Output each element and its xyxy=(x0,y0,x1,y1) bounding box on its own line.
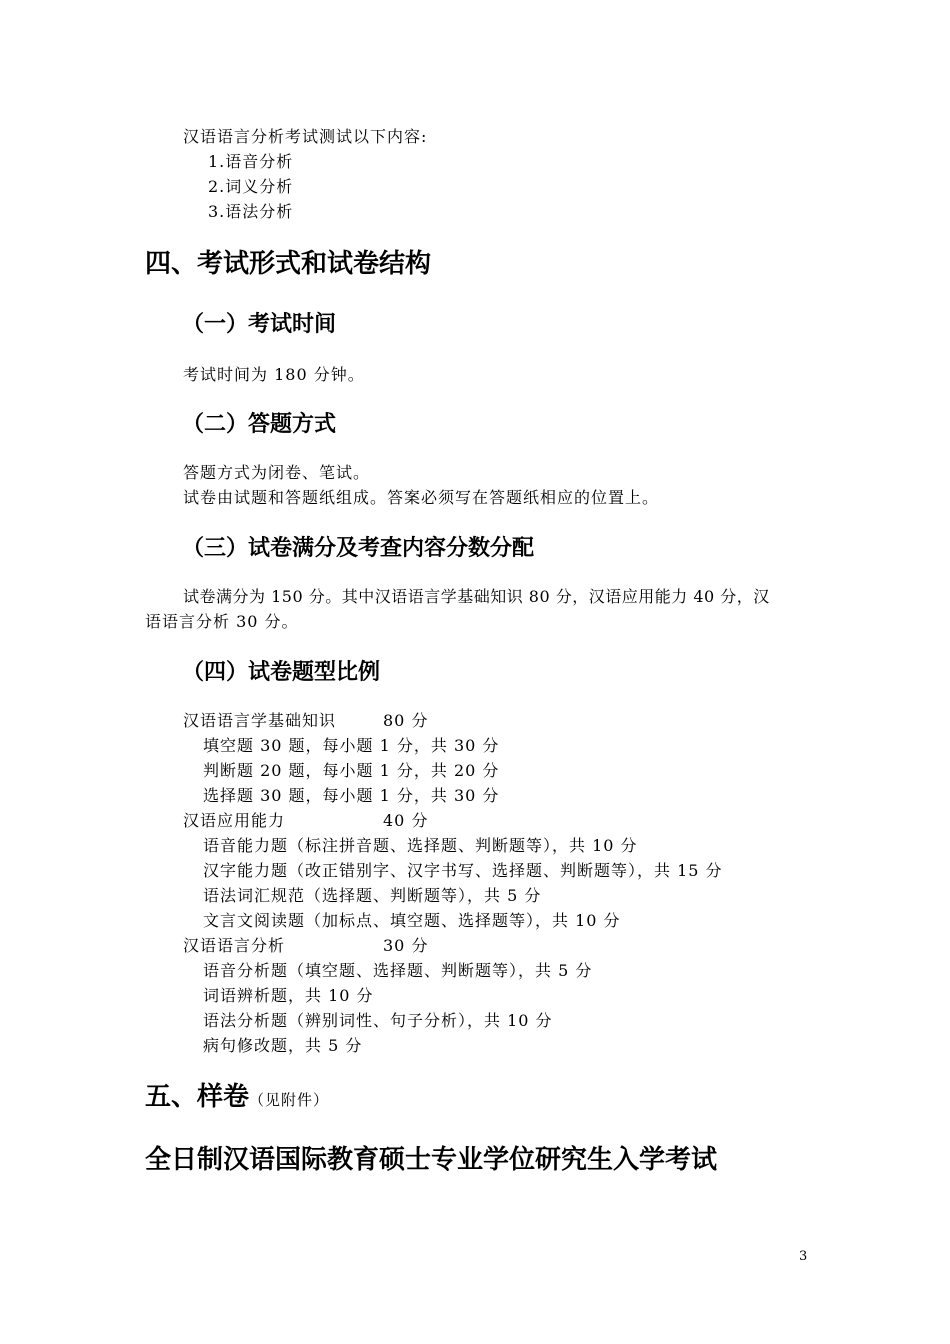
subsection-heading: （一）考试时间 xyxy=(182,312,337,337)
subsection-heading: （三）试卷满分及考查内容分数分配 xyxy=(182,536,535,561)
list-item: 语音分析题（填空题、选择题、判断题等），共 5 分 xyxy=(203,961,593,980)
group-points: 80 分 xyxy=(383,711,429,730)
document-title: 全日制汉语国际教育硕士专业学位研究生入学考试 xyxy=(145,1145,718,1175)
section-title: 五、样卷 xyxy=(145,1082,250,1112)
paragraph: 语语言分析 30 分。 xyxy=(145,612,299,631)
list-item: 语音能力题（标注拼音题、选择题、判断题等），共 10 分 xyxy=(203,836,638,855)
group-points: 30 分 xyxy=(383,936,429,955)
group-name: 汉语语言学基础知识 xyxy=(183,711,337,730)
section-heading: 四、考试形式和试卷结构 xyxy=(145,249,432,279)
paragraph: 考试时间为 180 分钟。 xyxy=(183,365,365,384)
section-note: （见附件） xyxy=(249,1091,330,1109)
group-points: 40 分 xyxy=(383,811,429,830)
list-item: 汉字能力题（改正错别字、汉字书写、选择题、判断题等），共 15 分 xyxy=(203,861,723,880)
list-item: 语法分析题（辨别词性、句子分析），共 10 分 xyxy=(203,1011,553,1030)
list-item: 3.语法分析 xyxy=(208,202,294,221)
list-item: 语法词汇规范（选择题、判断题等），共 5 分 xyxy=(203,886,542,905)
list-item: 文言文阅读题（加标点、填空题、选择题等），共 10 分 xyxy=(203,911,621,930)
subsection-heading: （四）试卷题型比例 xyxy=(182,660,381,685)
list-item: 判断题 20 题，每小题 1 分，共 20 分 xyxy=(203,761,500,780)
section-heading xyxy=(145,1081,329,1116)
intro-text: 汉语语言分析考试测试以下内容: xyxy=(183,127,428,146)
list-item: 选择题 30 题，每小题 1 分，共 30 分 xyxy=(203,786,500,805)
paragraph: 试卷由试题和答题纸组成。答案必须写在答题纸相应的位置上。 xyxy=(183,488,660,507)
list-item: 词语辨析题，共 10 分 xyxy=(203,986,374,1005)
subsection-heading: （二）答题方式 xyxy=(182,412,337,437)
list-item: 2.词义分析 xyxy=(208,177,294,196)
page-number: 3 xyxy=(799,1249,808,1264)
list-item: 病句修改题，共 5 分 xyxy=(203,1036,363,1055)
list-item: 填空题 30 题，每小题 1 分，共 30 分 xyxy=(203,736,500,755)
group-name: 汉语应用能力 xyxy=(183,811,286,830)
paragraph: 试卷满分为 150 分。其中汉语语言学基础知识 80 分，汉语应用能力 40 分，汉 xyxy=(183,587,770,606)
paragraph: 答题方式为闭卷、笔试。 xyxy=(183,463,371,482)
group-name: 汉语语言分析 xyxy=(183,936,286,955)
list-item: 1.语音分析 xyxy=(208,152,294,171)
